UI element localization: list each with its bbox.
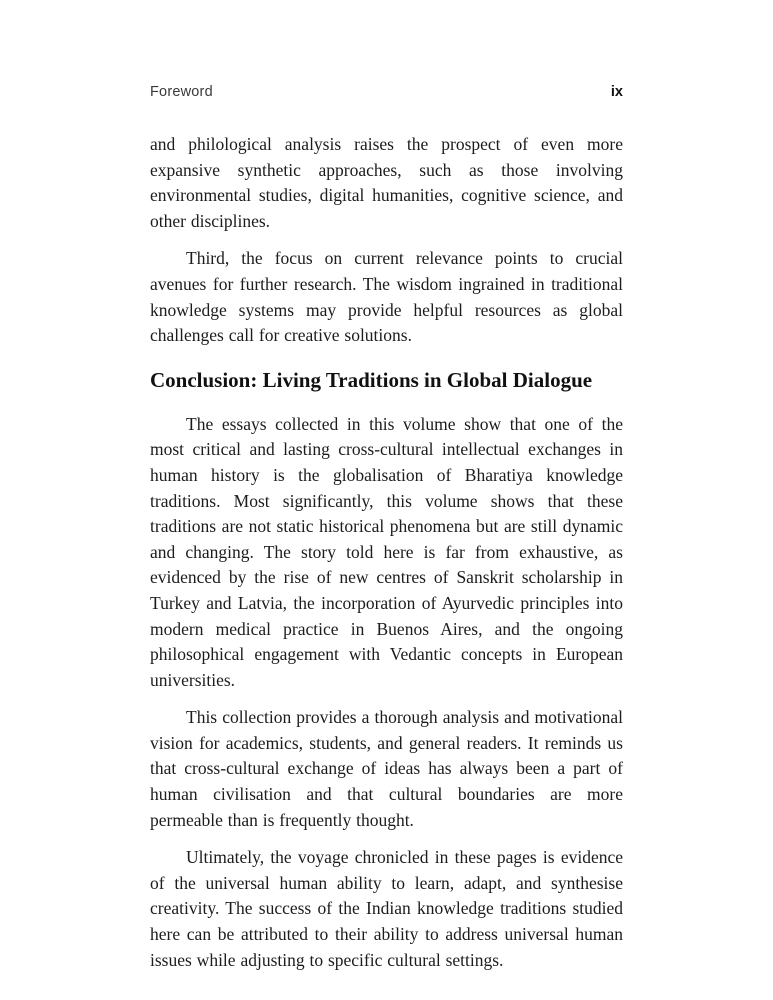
paragraph: Third, the focus on current relevance points to crucial avenues for further research. The wisdom ingrained in traditional knowledge systems may provide helpful resources as global challenges call for creative solutions. — [150, 248, 623, 346]
page-header — [150, 84, 623, 100]
section-heading: Conclusion: Living Traditions in Global Dialogue — [150, 367, 593, 392]
paragraph: Ultimately, the voyage chronicled in these pages is evidence of the universal human ability to learn, adapt, and synthesise creativity. The success of the Indian knowledge traditions studied here can be attributed to their ability to address universal human issues while adjusting to specific cultural settings. — [150, 847, 623, 970]
paragraph: This collection provides a thorough analysis and motivational vision for academics, students, and general readers. It reminds us that cross-cultural exchange of ideas has always been a part of human civilisation and that cultural boundaries are more permeable than is frequently thought. — [150, 707, 623, 830]
paragraph: The essays collected in this volume show that one of the most critical and lasting cross-cultural intellectual exchanges in human history is the globalisation of Bharatiya knowledge traditions. Most significantly, this volume shows that these traditions are not static historical phenomena but are still dynamic and changing. The story told here is far from exhaustive, as evidenced by the rise of new centres of Sanskrit scholarship in Turkey and Latvia, the incorporation of Ayurvedic principles into modern medical practice in Buenos Aires, and the ongoing philosophical engagement with Vedantic concepts in European universities. — [150, 413, 623, 690]
running-title: Foreword — [150, 84, 213, 100]
paragraph-continuation: and philological analysis raises the prospect of even more expansive synthetic approaches, such as those involving environmental studies, digital humanities, cognitive science, and other disciplines. — [150, 134, 623, 231]
page-number: ix — [610, 84, 623, 100]
page-body — [150, 132, 623, 973]
